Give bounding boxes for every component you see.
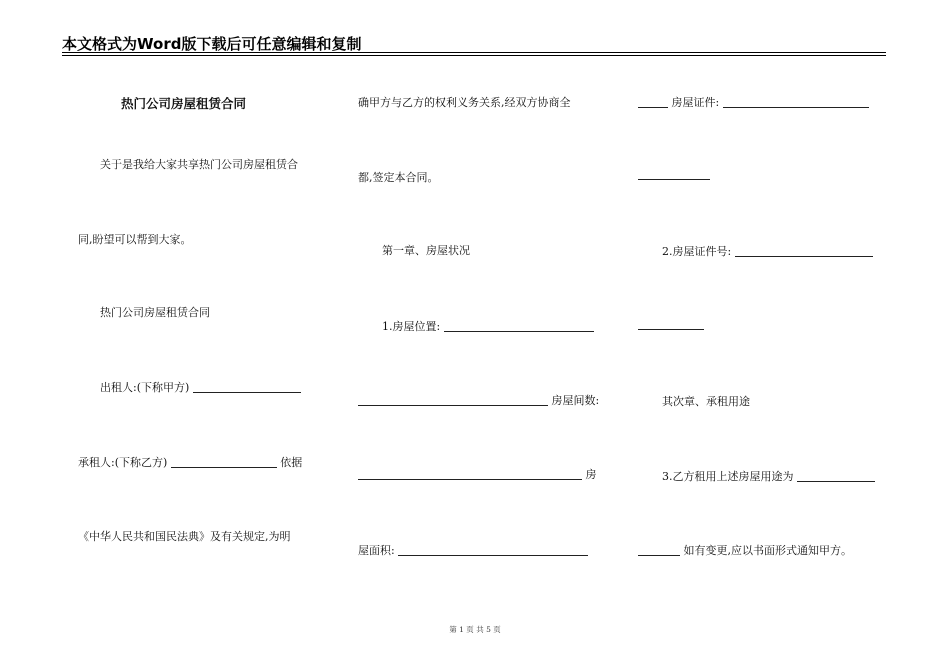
- cert-number-blank: [735, 244, 873, 257]
- header-rule: [62, 52, 886, 53]
- notify-line: [638, 542, 852, 558]
- rooms-blank: [358, 393, 548, 406]
- use-line: [662, 468, 875, 484]
- lessor-blank: [193, 380, 301, 393]
- fang-text: 房: [585, 468, 597, 481]
- use-label: 3.乙方租用上述房屋用途为: [662, 470, 794, 483]
- location-line: [382, 318, 594, 334]
- document-title-line: 热门公司房屋租赁合同: [100, 306, 210, 319]
- area-label: 屋面积:: [358, 544, 395, 557]
- chapter1-heading: 第一章、房屋状况: [382, 244, 470, 257]
- cert-line: [638, 94, 869, 110]
- area-blank: [398, 543, 588, 556]
- cert-number-line: [662, 243, 873, 259]
- lessee-tail: 依据: [280, 456, 303, 469]
- column2-line-1: 确甲方与乙方的权利义务关系,经双方协商全: [358, 96, 571, 109]
- fang-blank: [358, 467, 582, 480]
- lessee-label: 承租人:(下称乙方): [78, 456, 168, 469]
- document-banner: 本文格式为Word版下载后可任意编辑和复制: [62, 35, 362, 53]
- area-line: [358, 542, 588, 558]
- chapter2-heading: 其次章、承租用途: [662, 395, 750, 408]
- cert-prefix-blank: [638, 95, 668, 108]
- lessor-label: 出租人:(下称甲方): [100, 381, 190, 394]
- rooms-label: 房屋间数:: [551, 394, 600, 407]
- intro-line-2: 同,盼望可以帮到大家。: [78, 233, 192, 246]
- notify-text: 如有变更,应以书面形式通知甲方。: [683, 544, 852, 557]
- cert-blank: [723, 95, 869, 108]
- location-label: 1.房屋位置:: [382, 320, 441, 333]
- cert-label: 房屋证件:: [671, 96, 720, 109]
- cert-number-continuation-blank: [638, 329, 704, 330]
- location-blank: [444, 319, 594, 332]
- lessee-blank: [171, 455, 277, 468]
- contract-title: 热门公司房屋租赁合同: [121, 96, 247, 111]
- lessor-line: [100, 379, 301, 395]
- law-reference-line: 《中华人民共和国民法典》及有关规定,为明: [78, 530, 291, 543]
- cert-number-label: 2.房屋证件号:: [662, 245, 732, 258]
- cert-continuation-blank: [638, 179, 710, 180]
- use-blank: [797, 469, 875, 482]
- header-rule-secondary: [62, 55, 886, 56]
- notify-blank: [638, 543, 680, 556]
- column2-line-2: 都,签定本合同。: [358, 171, 439, 184]
- rooms-line: [358, 392, 599, 408]
- intro-line-1: 关于是我给大家共享热门公司房屋租赁合: [100, 158, 298, 171]
- lessee-line: [78, 454, 302, 470]
- page-footer: 第 1 页 共 5 页: [449, 625, 501, 634]
- fang-line: [358, 466, 597, 482]
